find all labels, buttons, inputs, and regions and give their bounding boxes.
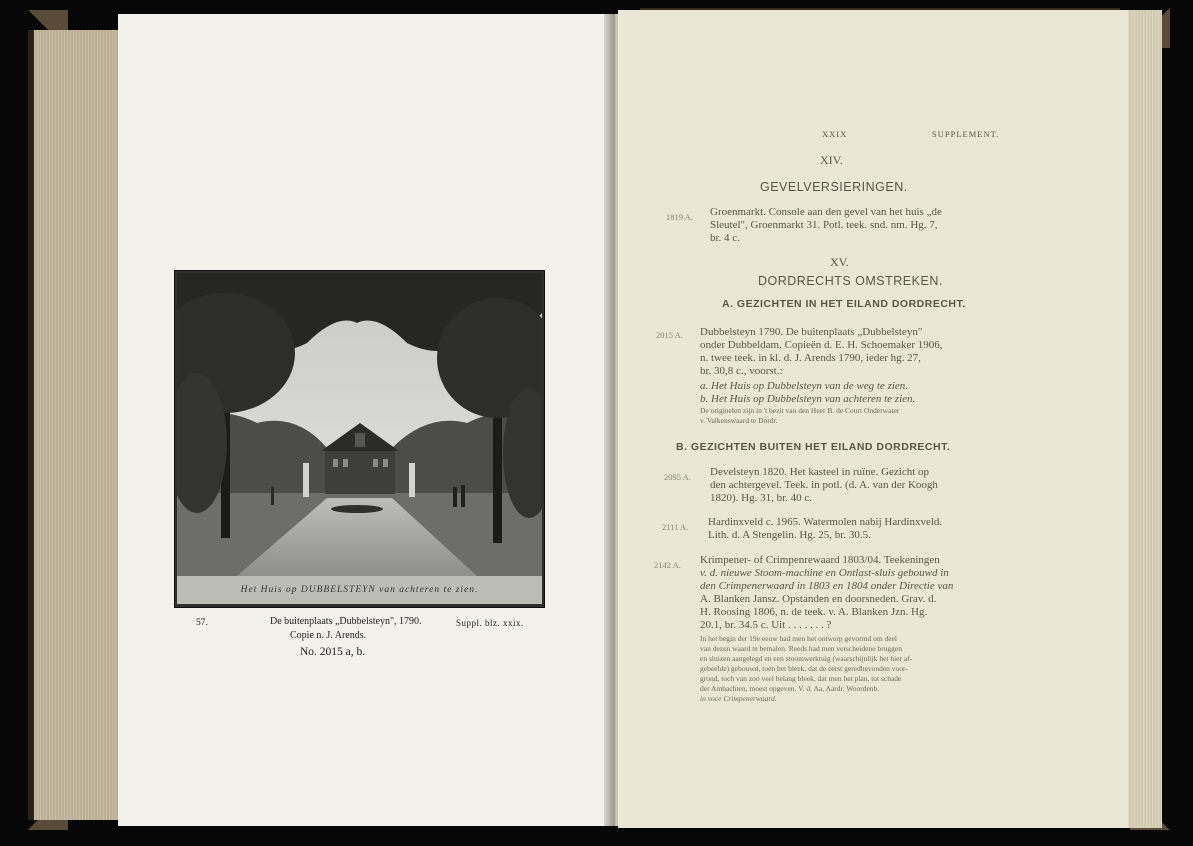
entry-2015-note-line2: v. Valkenswaard te Dordr. — [700, 416, 778, 425]
entry-2142-note-line4: gebeelde) gebouwd, toen het bleek, dat de eerst geredhevonden voor- — [700, 664, 908, 673]
plate-caption: Het Huis op DUBBELSTEYN van achteren te zien. — [177, 576, 542, 604]
entry-1819-line2: Sleutel", Groenmarkt 31. Potl. teek. snd. nm. Hg. 7, — [710, 219, 938, 231]
entry-2015-line2: onder Dubbeldam. Copieën d. E. H. Schoemaker 1906, — [700, 339, 943, 351]
entry-2095-line2: den achtergevel. Teek. in potl. (d. A. van der Koogh — [710, 479, 938, 491]
section-title-xv: DORDRECHTS OMSTREKEN. — [758, 274, 943, 288]
entry-2015-line1: Dubbelsteyn 1790. De buitenplaats „Dubbelsteyn" — [700, 326, 923, 338]
entry-2142-line5: H. Roosing 1806, n. de teek. v. A. Blanken Jzn. Hg. — [700, 606, 928, 618]
entry-2015-line3: n. twee teek. in kl. d. J. Arends 1790, ieder hg. 27, — [700, 352, 921, 364]
entry-2015-item-a: a. Het Huis op Dubbelsteyn van de weg te zien. — [700, 380, 909, 392]
entry-number-1819: 1819 A. — [666, 212, 693, 222]
entry-2142-line6: 20.1, br. 34.5 c. Uit . . . . . . . ? — [700, 619, 832, 631]
section-number-xv: XV. — [830, 255, 849, 269]
catalogue-number: No. 2015 a, b. — [300, 646, 366, 658]
entry-number-2111: 2111 A. — [662, 522, 689, 532]
subsection-title-a: A. GEZICHTEN IN HET EILAND DORDRECHT. — [722, 298, 966, 310]
entry-2142-line2: v. d. nieuwe Stoom-machine en Ontlast-sluis gebouwd in — [700, 567, 949, 579]
page-edges-right — [1122, 10, 1162, 828]
page-edges-left — [34, 30, 120, 820]
entry-2142-line1: Krimpener- of Crimpenrewaard 1803/04. Teekeningen — [700, 554, 940, 566]
page-header-title: SUPPLEMENT. — [932, 129, 1000, 139]
entry-2095-line3: 1820). Hg. 31, br. 40 c. — [710, 492, 813, 504]
entry-number-2015: 2015 A. — [656, 330, 683, 340]
entry-2142-note-line5: grond, toch van zoo veel belang bleek, dat men het plan, tot schade — [700, 674, 902, 683]
entry-2095-line1: Develsteyn 1820. Het kasteel in ruïne. Gezicht op — [710, 466, 930, 478]
plate-caption-line1: De buitenplaats „Dubbelsteyn", 1790. — [270, 616, 422, 627]
entry-2111-line2: Lith. d. A Stengelin. Hg. 25, br. 30.5. — [708, 529, 871, 541]
entry-2142-note-line6: der Ambachten, moest opgeven. V. d. Aa, Aardr. Woordenb. — [700, 684, 880, 693]
entry-2015-item-b: b. Het Huis op Dubbelsteyn van achteren te zien. — [700, 393, 916, 405]
plate-number: 57. — [196, 618, 208, 628]
entry-number-2095: 2095 A. — [664, 472, 691, 482]
entry-2142-line3: den Crimpenerwaard in 1803 en 1804 onder Directie van — [700, 580, 954, 592]
page-header-number: XXIX — [822, 129, 848, 139]
engraving-plate — [174, 270, 545, 608]
entry-2142-line4: A. Blanken Jansz. Opstanden en doorsneden. Grav. d. — [700, 593, 937, 605]
engraving-image — [177, 273, 542, 576]
entry-2142-note-line2: van dezen waard te bemalen. Reeds had men verscheidene bruggen — [700, 644, 902, 653]
entry-2142-note-line3: en sluizen aangelegd en een stoomwerktuig (waarschijnlijk het hier af- — [700, 654, 913, 663]
subsection-title-b: B. GEZICHTEN BUITEN HET EILAND DORDRECHT. — [676, 441, 951, 453]
entry-2015-line4: br. 30,8 c., voorst.: — [700, 365, 783, 377]
entry-number-2142: 2142 A. — [654, 560, 681, 570]
section-number-xiv: XIV. — [820, 153, 843, 167]
section-title-xiv: GEVELVERSIERINGEN. — [760, 180, 908, 194]
plate-caption-line2: Copie n. J. Arends. — [290, 630, 367, 641]
right-page — [618, 10, 1128, 828]
entry-2142-note-line1: In het begin der 19e eeuw had men het ontwerp gevormd om deel — [700, 634, 898, 643]
entry-1819-line1: Groenmarkt. Console aan den gevel van het huis „de — [710, 206, 942, 218]
supplement-reference: Suppl. blz. xxix. — [456, 618, 524, 628]
entry-1819-line3: br. 4 c. — [710, 232, 740, 244]
entry-2015-note-line1: De originelen zijn in 't bezit van den Heer B. de Court Onderwater — [700, 406, 900, 415]
entry-2111-line1: Hardinxveld c. 1965. Watermolen nabij Hardinxveld. — [708, 516, 943, 528]
entry-2142-note-line7: in voce Crimpenerwaard. — [700, 694, 777, 703]
